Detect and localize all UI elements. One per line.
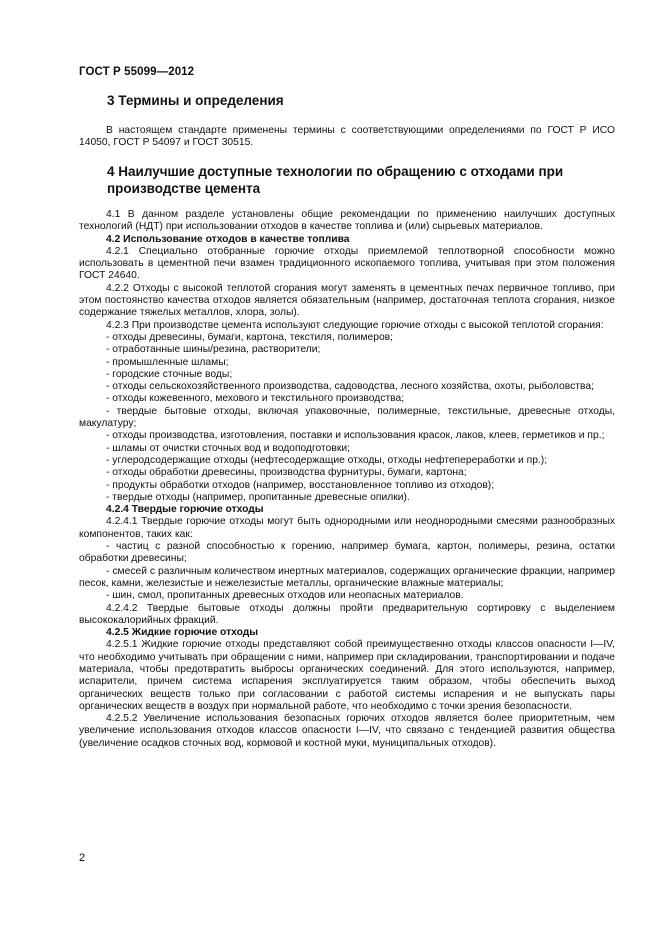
paragraph: - городские сточные воды; [106, 368, 233, 380]
section-3-body [79, 125, 615, 150]
subsection-heading: 4.2 Использование отходов в качестве топлива [106, 233, 350, 245]
paragraph: 4.2.5.1 Жидкие горючие отходы представляют собой преимущественно отходы классов опасности I—IV, что необходимо учитывать при обращении с ними, например при складировании, транспортировании и подаче материала, чтобы предотвратить выбросы органических соединений. Для этого используются, например, испарители, причем система испарения эксплуатируется таким образом, чтобы обеспечить выход органических веществ только при согласовании с работой системы испарения и не выпускать пары органических веществ в воздух при нормальной работе, что необходимо с точки зрения безопасности. [79, 639, 615, 712]
page-number: 2 [79, 852, 86, 864]
paragraph: 4.2.4.2 Твердые бытовые отходы должны пройти предварительную сортировку с выделением высококалорийных фракций. [79, 602, 615, 626]
paragraph: - отходы производства, изготовления, поставки и использования красок, лаков, клеев, герметиков и пр.; [106, 430, 605, 442]
paragraph: - отходы обработки древесины, производства фурнитуры, бумаги, картона; [106, 467, 467, 479]
paragraph: - отходы древесины, бумаги, картона, текстиля, полимеров; [106, 331, 394, 343]
paragraph: - отходы кожевенного, мехового и текстильного производства; [106, 393, 405, 405]
subsection-heading: 4.2.5 Жидкие горючие отходы [106, 627, 259, 639]
section-4-title: 4 Наилучшие доступные технологии по обращению с отходами при производстве цемента [107, 164, 564, 196]
section-3-text: В настоящем стандарте применены термины с соответствующими определениями по ГОСТ Р ИСО 14050, ГОСТ Р 54097 и ГОСТ 30515. [79, 125, 615, 149]
document-header: ГОСТ Р 55099—2012 [79, 66, 195, 78]
paragraph: - твердые бытовые отходы, включая упаковочные, полимерные, текстильные, древесные отходы, макулатуру; [79, 405, 615, 430]
paragraph: - смесей с различным количеством инертных материалов, содержащих органические фракции, например песок, камни, железистые и нежелезистые металлы, органические влажные материалы; [79, 565, 615, 589]
paragraph: - шин, смол, пропитанных древесных отходов или неопасных материалов. [106, 590, 464, 602]
paragraph: 4.2.2 Отходы с высокой теплотой сгорания могут заменять в цементных печах первичное топливо, при этом постоянство качества отходов является обязательным (например, достаточная теплота сгорания, низкое содержание тяжелых металлов, хлора, золы). [79, 282, 615, 319]
paragraph: - отходы сельскохозяйственного производства, садоводства, лесного хозяйства, охоты, рыболовства; [106, 381, 594, 393]
section-4-body [79, 209, 615, 750]
paragraph: - твердые отходы (например, пропитанные древесные опилки). [106, 491, 410, 503]
paragraph: 4.2.3 При производстве цемента используют следующие горючие отходы с высокой теплотой сгорания: [106, 319, 604, 331]
section-3-title: 3 Термины и определения [107, 93, 284, 108]
paragraph: 4.2.5.2 Увеличение использования безопасных горючих отходов является более приоритетным, чем увеличение использования отходов классов опасности I—IV, что связано с тенденцией развития общества (увеличение осадков сточных вод, кормовой и костной муки, муниципальных отходов). [79, 713, 615, 749]
paragraph: 4.1 В данном разделе установлены общие рекомендации по применению наилучших доступных технологий (НДТ) при использовании отходов в качестве топлива и (или) сырьевых материалов. [79, 209, 615, 233]
subsection-heading: 4.2.4 Твердые горючие отходы [106, 504, 264, 516]
paragraph: - промышленные шламы; [106, 356, 229, 368]
paragraph: - углеродсодержащие отходы (нефтесодержащие отходы, отходы нефтепереработки и пр.); [106, 454, 548, 466]
paragraph: 4.2.4.1 Твердые горючие отходы могут быть однородными или неоднородными смесями разнообразных компонентов, таких как: [79, 516, 615, 540]
paragraph: 4.2.1 Специально отобранные горючие отходы приемлемой теплотворной способности можно использовать в цементной печи взамен традиционного ископаемого топлива, учитывая при этом положения ГОСТ 24640. [79, 245, 615, 282]
paragraph: - продукты обработки отходов (например, восстановленное топливо из отходов); [106, 479, 495, 491]
paragraph: - частиц с разной способностью к горению, например бумага, картон, полимеры, резина, остатки обработки древесины; [79, 541, 615, 565]
paragraph: - отработанные шины/резина, растворители; [106, 344, 321, 356]
paragraph: - шламы от очистки сточных вод и водоподготовки; [106, 442, 350, 454]
